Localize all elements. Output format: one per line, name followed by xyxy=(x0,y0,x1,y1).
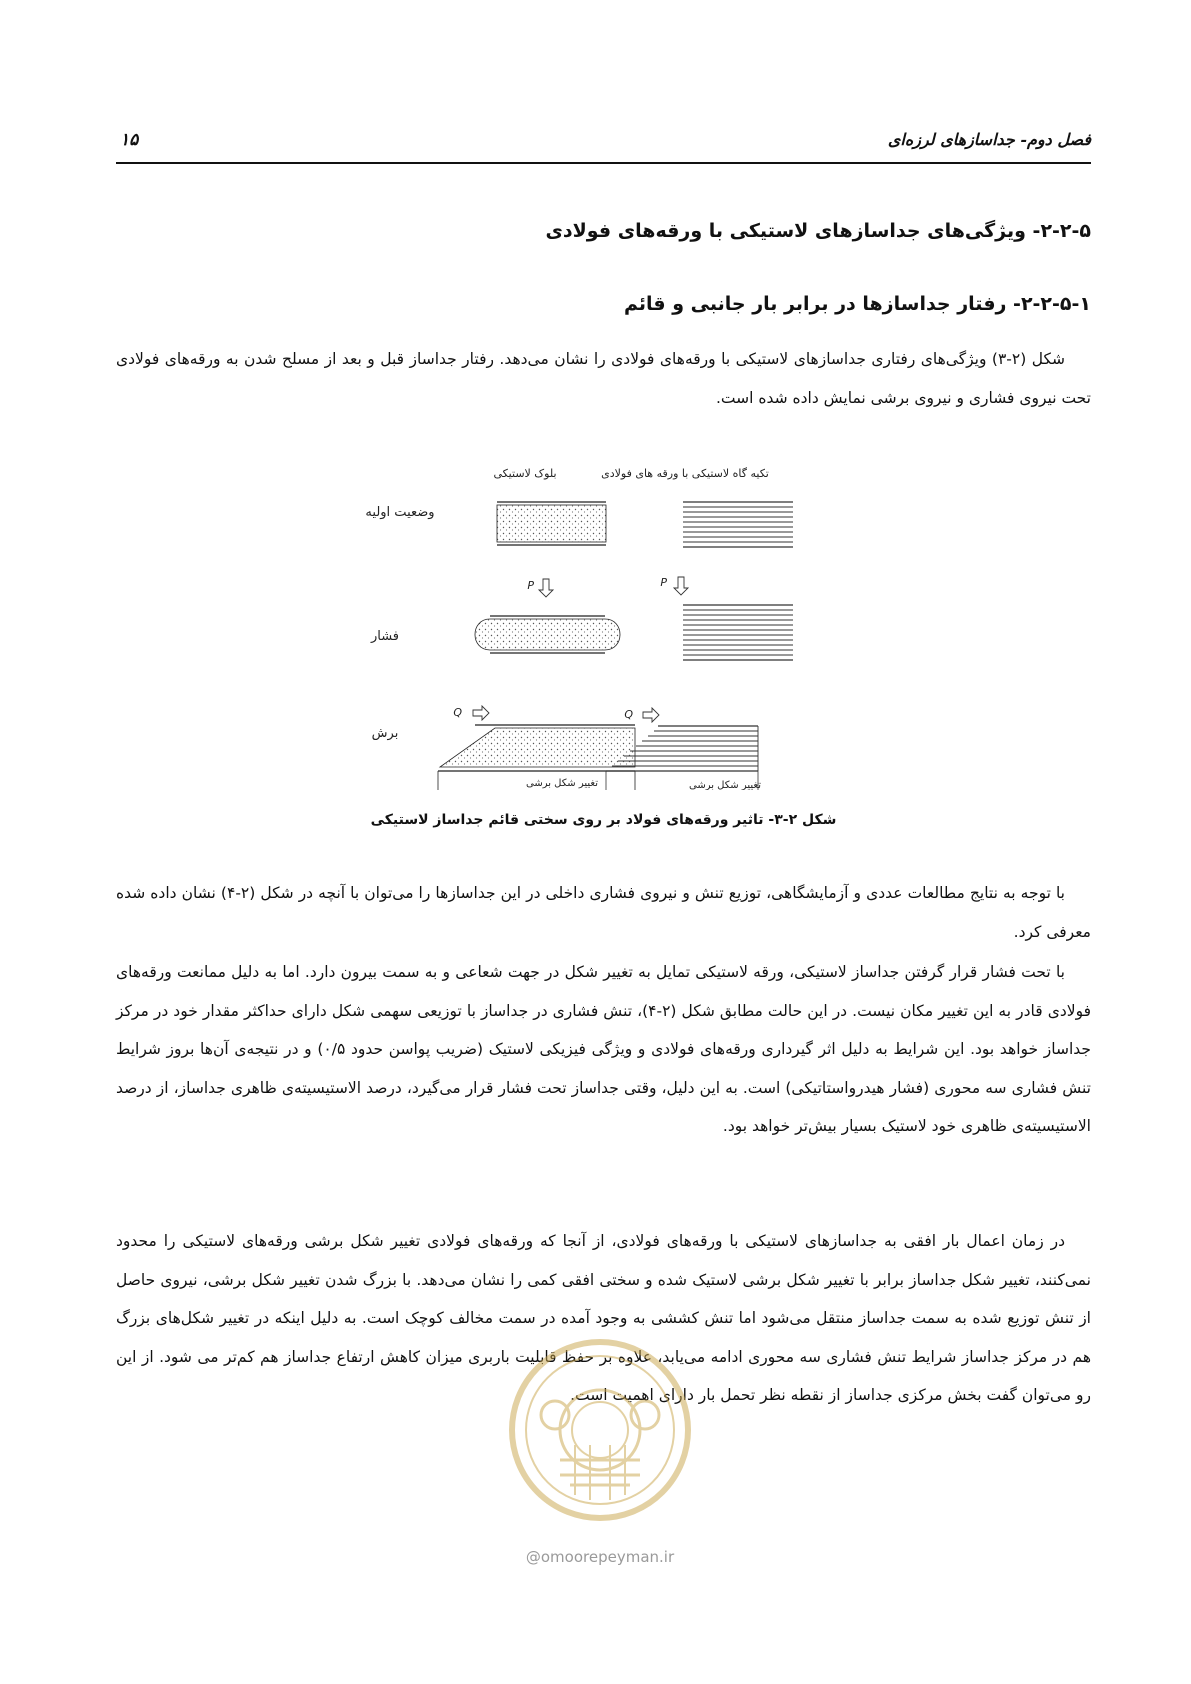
col-label-rubber-block: بلوک لاستیکی xyxy=(493,467,557,480)
force-arrow-p-rubber xyxy=(527,579,553,597)
laminated-bearing-compressed xyxy=(683,605,793,660)
paragraph-compression-behavior: با تحت فشار قرار گرفتن جداساز لاستیکی، ورقه لاستیکی تمایل به تغییر شکل در جهت شعاعی و به سمت بیرون دارد. اما به دلیل ممانعت ورقه‌های فولادی قادر به این تغییر مکان نیست. در این حالت مطابق شکل (۲-۴)، تنش فشاری در جداساز با توزیعی سهمی شکل دارای حداکثر مقدار خود در مرکز جداساز خواهد بود. این شرایط به دلیل اثر گیرداری ورقه‌های فولادی و ویژگی فیزیکی لاستیک (ضریب پواسن حدود ۰/۵) و در نتیجه‌ی آن‌ها بروز شرایط تنش فشاری سه محوری (فشار هیدرواستاتیکی) است. به این دلیل، وقتی جداساز تحت فشار قرار می‌گیرد، درصد الاستیسیته‌ی ظاهری جداساز، از درصد الاستیسیته‌ی ظاهری خود لاستیک بسیار بیش‌تر خواهد بود. xyxy=(116,963,1091,1136)
paragraph-stress-distribution: با توجه به نتایج مطالعات عددی و آزمایشگاهی، توزیع تنش و نیروی فشاری داخلی در این جداسازها را می‌توان با آنچه در شکل (۲-۴) نشان داده شده معرفی کرد. xyxy=(116,884,1091,941)
svg-text:P: P xyxy=(660,576,667,589)
watermark-url: @omoorepeyman.ir xyxy=(525,1548,675,1566)
section-heading: ۲-۲-۵- ویژگی‌های جداسازهای لاستیکی با ورقه‌های فولادی xyxy=(545,220,1091,242)
svg-text:Q: Q xyxy=(453,706,462,719)
running-header xyxy=(116,122,1091,164)
chapter-title: فصل دوم- جداسازهای لرزه‌ای xyxy=(887,130,1091,149)
watermark-seal xyxy=(500,1320,700,1540)
svg-text:P: P xyxy=(527,579,534,592)
paragraph-intro: شکل (۲-۳) ویژگی‌های رفتاری جداسازهای لاستیکی با ورقه‌های فولادی را نشان می‌دهد. رفتار جداساز قبل و بعد از مسلح شدن به ورقه‌های فولادی تحت نیروی فشاری و نیروی برشی نمایش داده شده است. xyxy=(116,350,1091,407)
seal-emblem-icon xyxy=(500,1320,700,1540)
page-number: ۱۵ xyxy=(120,130,139,150)
force-arrow-p-laminated xyxy=(660,576,688,595)
subsection-heading: ۲-۲-۵-۱- رفتار جداسازها در برابر بار جانبی و قائم xyxy=(624,293,1091,315)
row-label-shear: برش xyxy=(371,726,399,741)
force-arrow-q-laminated xyxy=(624,708,659,722)
rubber-block-initial xyxy=(497,502,606,545)
laminated-bearing-initial xyxy=(683,502,793,547)
force-arrow-q-rubber xyxy=(453,706,489,720)
figure-drawing xyxy=(340,460,840,790)
row-label-initial: وضعیت اولیه xyxy=(365,505,435,520)
rubber-block-compressed xyxy=(475,616,620,653)
figure-rubber-bearing xyxy=(340,460,840,790)
row-label-compression: فشار xyxy=(370,629,400,644)
shear-deformation-label-laminated: تغییر شکل برشی xyxy=(688,780,762,790)
svg-text:Q: Q xyxy=(624,708,633,721)
figure-caption: شکل ۲-۳- تاثیر ورقه‌های فولاد بر روی سختی قائم جداساز لاستیکی xyxy=(370,812,837,828)
shear-deformation-label-rubber: تغییر شکل برشی xyxy=(525,778,599,789)
paragraph-horizontal-load: در زمان اعمال بار افقی به جداسازهای لاستیکی با ورقه‌های فولادی، از آنجا که ورقه‌های فولادی تغییر شکل برشی ورقه‌های لاستیکی را محدود نمی‌کنند، تغییر شکل جداساز برابر با تغییر شکل برشی لاستیک شده و سختی افقی کمی را نشان می‌دهد. با بزرگ شدن تغییر شکل برشی، نیروی حاصل از تنش توزیع شده به سمت جداساز منتقل می‌شود اما تنش کششی به وجود آمده در سمت مخالف کوچک است. به دلیل اینکه در تغییر شکل‌های بزرگ هم در مرکز جداساز شرایط تنش فشاری سه محوری ادامه می‌یابد، علاوه بر حفظ قابلیت باربری میزان کاهش ارتفاع جداساز هم کم‌تر می شود. از این رو می‌توان گفت بخش مرکزی جداساز از نقطه نظر تحمل بار دارای اهمیت است. xyxy=(116,1232,1091,1405)
col-label-laminated: تکیه گاه لاستیکی با ورقه های فولادی xyxy=(601,467,769,480)
